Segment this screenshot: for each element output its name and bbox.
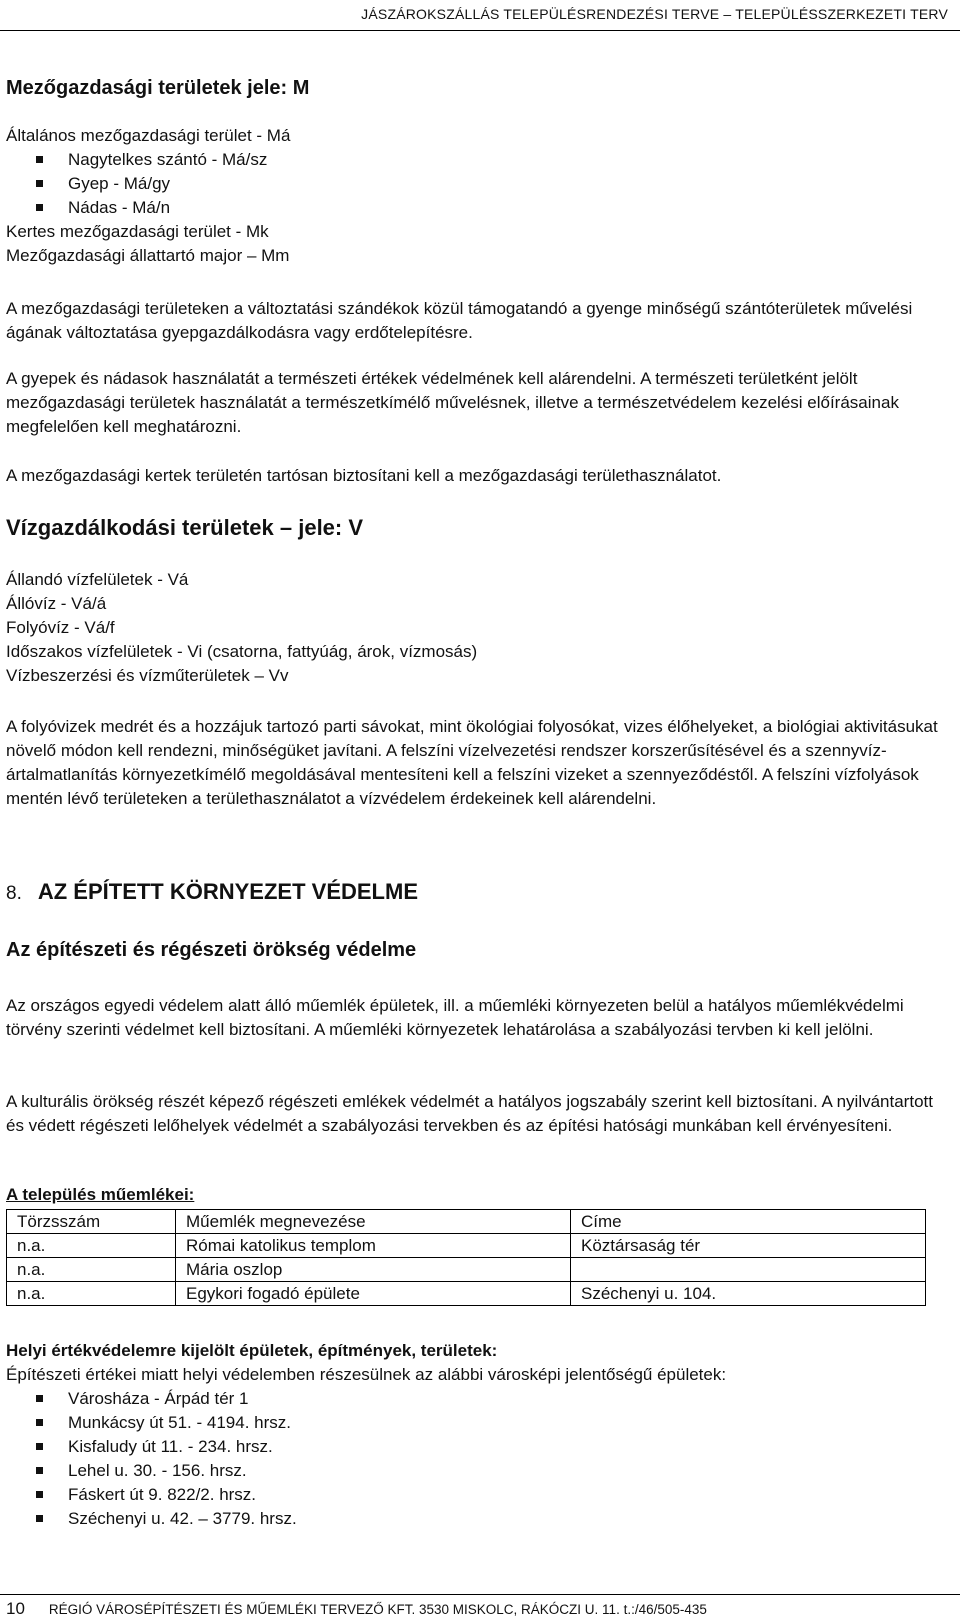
local-item: Városháza - Árpád tér 1 xyxy=(6,1387,954,1411)
agri-paragraph-1 xyxy=(6,297,954,345)
heritage-subheading-block xyxy=(6,938,954,962)
agri-bullet: Nagytelkes szántó - Má/sz xyxy=(6,148,954,172)
section-number: 8. xyxy=(6,883,22,904)
local-protection-section xyxy=(6,1339,954,1531)
water-line: Időszakos vízfelületek - Vi (csatorna, fattyúág, árok, vízmosás) xyxy=(6,642,478,661)
heritage-paragraph-1 xyxy=(6,994,954,1042)
local-item: Munkácsy út 51. - 4194. hrsz. xyxy=(6,1411,954,1435)
local-item: Fáskert út 9. 822/2. hrsz. xyxy=(6,1483,954,1507)
table-cell: n.a. xyxy=(7,1282,176,1306)
footer-rule xyxy=(0,1594,960,1595)
table-cell: n.a. xyxy=(7,1234,176,1258)
table-cell: Köztársaság tér xyxy=(571,1234,926,1258)
page-number: 10 xyxy=(6,1599,25,1618)
water-line: Állandó vízfelületek - Vá xyxy=(6,570,189,589)
paragraph: A mezőgazdasági kertek területén tartósan biztosítani kell a mezőgazdasági területhasználatot. xyxy=(6,466,722,485)
agri-list xyxy=(6,124,954,268)
agri-general: Általános mezőgazdasági terület - Má xyxy=(6,126,291,145)
monuments-table xyxy=(6,1209,926,1306)
table-cell xyxy=(571,1258,926,1282)
table-row xyxy=(7,1282,926,1306)
table-row xyxy=(7,1258,926,1282)
local-intro: Építészeti értékei miatt helyi védelemben részesülnek az alábbi városképi jelentőségű épületek: xyxy=(6,1365,727,1384)
table-cell: n.a. xyxy=(7,1258,176,1282)
water-line: Folyóvíz - Vá/f xyxy=(6,618,115,637)
agri-bullet: Gyep - Má/gy xyxy=(6,172,954,196)
heritage-paragraph-2 xyxy=(6,1090,954,1138)
table-cell: Széchenyi u. 104. xyxy=(571,1282,926,1306)
local-title: Helyi értékvédelemre kijelölt épületek, építmények, területek: xyxy=(6,1341,498,1360)
table-header-row xyxy=(7,1210,926,1234)
local-item: Kisfaludy út 11. - 234. hrsz. xyxy=(6,1435,954,1459)
agri-livestock: Mezőgazdasági állattartó major – Mm xyxy=(6,246,290,265)
paragraph: A gyepek és nádasok használatát a természeti értékek védelmének kell alárendelni. A természeti területként jelölt mezőgazdasági területek használatát a természetkímélő művelésnek, illetve a természetvédelem kezelési előírásainak megfelelően kell meghatározni. xyxy=(6,369,899,436)
paragraph: A mezőgazdasági területeken a változtatási szándékok közül támogatandó a gyenge minőségű szántóterületek művelési ágának változtatása gyepgazdálkodásra vagy erdőtelepítésre. xyxy=(6,299,913,342)
paragraph: Az országos egyedi védelem alatt álló műemlék épületek, ill. a műemléki környezeten belül a hatályos műemlékvédelmi törvény szerinti védelmet kell biztosítani. A műemléki környezetek lehatárolása a szabályozási tervben ki kell jelölni. xyxy=(6,996,904,1039)
running-header: JÁSZÁROKSZÁLLÁS TELEPÜLÉSRENDEZÉSI TERVE – TELEPÜLÉSSZERKEZETI TERV xyxy=(361,6,948,22)
water-line: Állóvíz - Vá/á xyxy=(6,594,107,613)
heritage-subheading: Az építészeti és régészeti örökség védelme xyxy=(6,939,417,961)
table-cell: Mária oszlop xyxy=(176,1258,571,1282)
table-cell: Római katolikus templom xyxy=(176,1234,571,1258)
table-cell: Egykori fogadó épülete xyxy=(176,1282,571,1306)
section-8-title xyxy=(6,880,954,906)
table-header-cell: Címe xyxy=(571,1210,926,1234)
water-list xyxy=(6,568,954,688)
table-header-cell: Törzsszám xyxy=(7,1210,176,1234)
monuments-title: A település műemlékei: xyxy=(6,1185,195,1204)
footer-text: RÉGIÓ VÁROSÉPÍTÉSZETI ÉS MŰEMLÉKI TERVEZŐ KFT. 3530 MISKOLC, RÁKÓCZI U. 11. t.:/46/505-435 xyxy=(48,1602,707,1617)
table-header-cell: Műemlék megnevezése xyxy=(176,1210,571,1234)
agri-section xyxy=(6,76,954,100)
water-section xyxy=(6,516,954,540)
local-item: Lehel u. 30. - 156. hrsz. xyxy=(6,1459,954,1483)
table-row xyxy=(7,1234,926,1258)
agri-paragraph-3 xyxy=(6,464,954,488)
agri-bullet: Nádas - Má/n xyxy=(6,196,954,220)
section-title: AZ ÉPÍTETT KÖRNYEZET VÉDELME xyxy=(37,879,418,904)
agri-garden: Kertes mezőgazdasági terület - Mk xyxy=(6,222,269,241)
water-heading: Vízgazdálkodási területek – jele: V xyxy=(6,515,364,540)
paragraph: A folyóvizek medrét és a hozzájuk tartozó parti sávokat, mint ökológiai folyosókat, vizes élőhelyeket, a biológiai aktivitásukat növelő módon kell rendezni, minőségüket javítani. A felszíni vízelvezetési rendszer korszerűsítésével és a szennyvíz-ártalmatlanítás környezetkímélő megoldásával mentesíteni kell a felszíni vizeket a szennyeződéstől. A felszíni vízfolyások mentén lévő területeken a területhasználatot a vízvédelem érdekeinek kell alárendelni. xyxy=(6,717,938,808)
header-rule xyxy=(0,30,960,31)
water-line: Vízbeszerzési és vízműterületek – Vv xyxy=(6,666,289,685)
water-paragraph xyxy=(6,715,954,811)
page-footer xyxy=(6,1599,954,1619)
monuments-title-block xyxy=(6,1183,954,1207)
local-item: Széchenyi u. 42. – 3779. hrsz. xyxy=(6,1507,954,1531)
paragraph: A kulturális örökség részét képező régészeti emlékek védelmét a hatályos jogszabály szerint kell biztosítani. A nyilvántartott és védett régészeti lelőhelyek védelmét a szabályozási tervekben és az építési hatósági munkában kell érvényesíteni. xyxy=(6,1092,933,1135)
agri-heading: Mezőgazdasági területek jele: M xyxy=(6,77,310,99)
agri-paragraph-2 xyxy=(6,367,954,439)
